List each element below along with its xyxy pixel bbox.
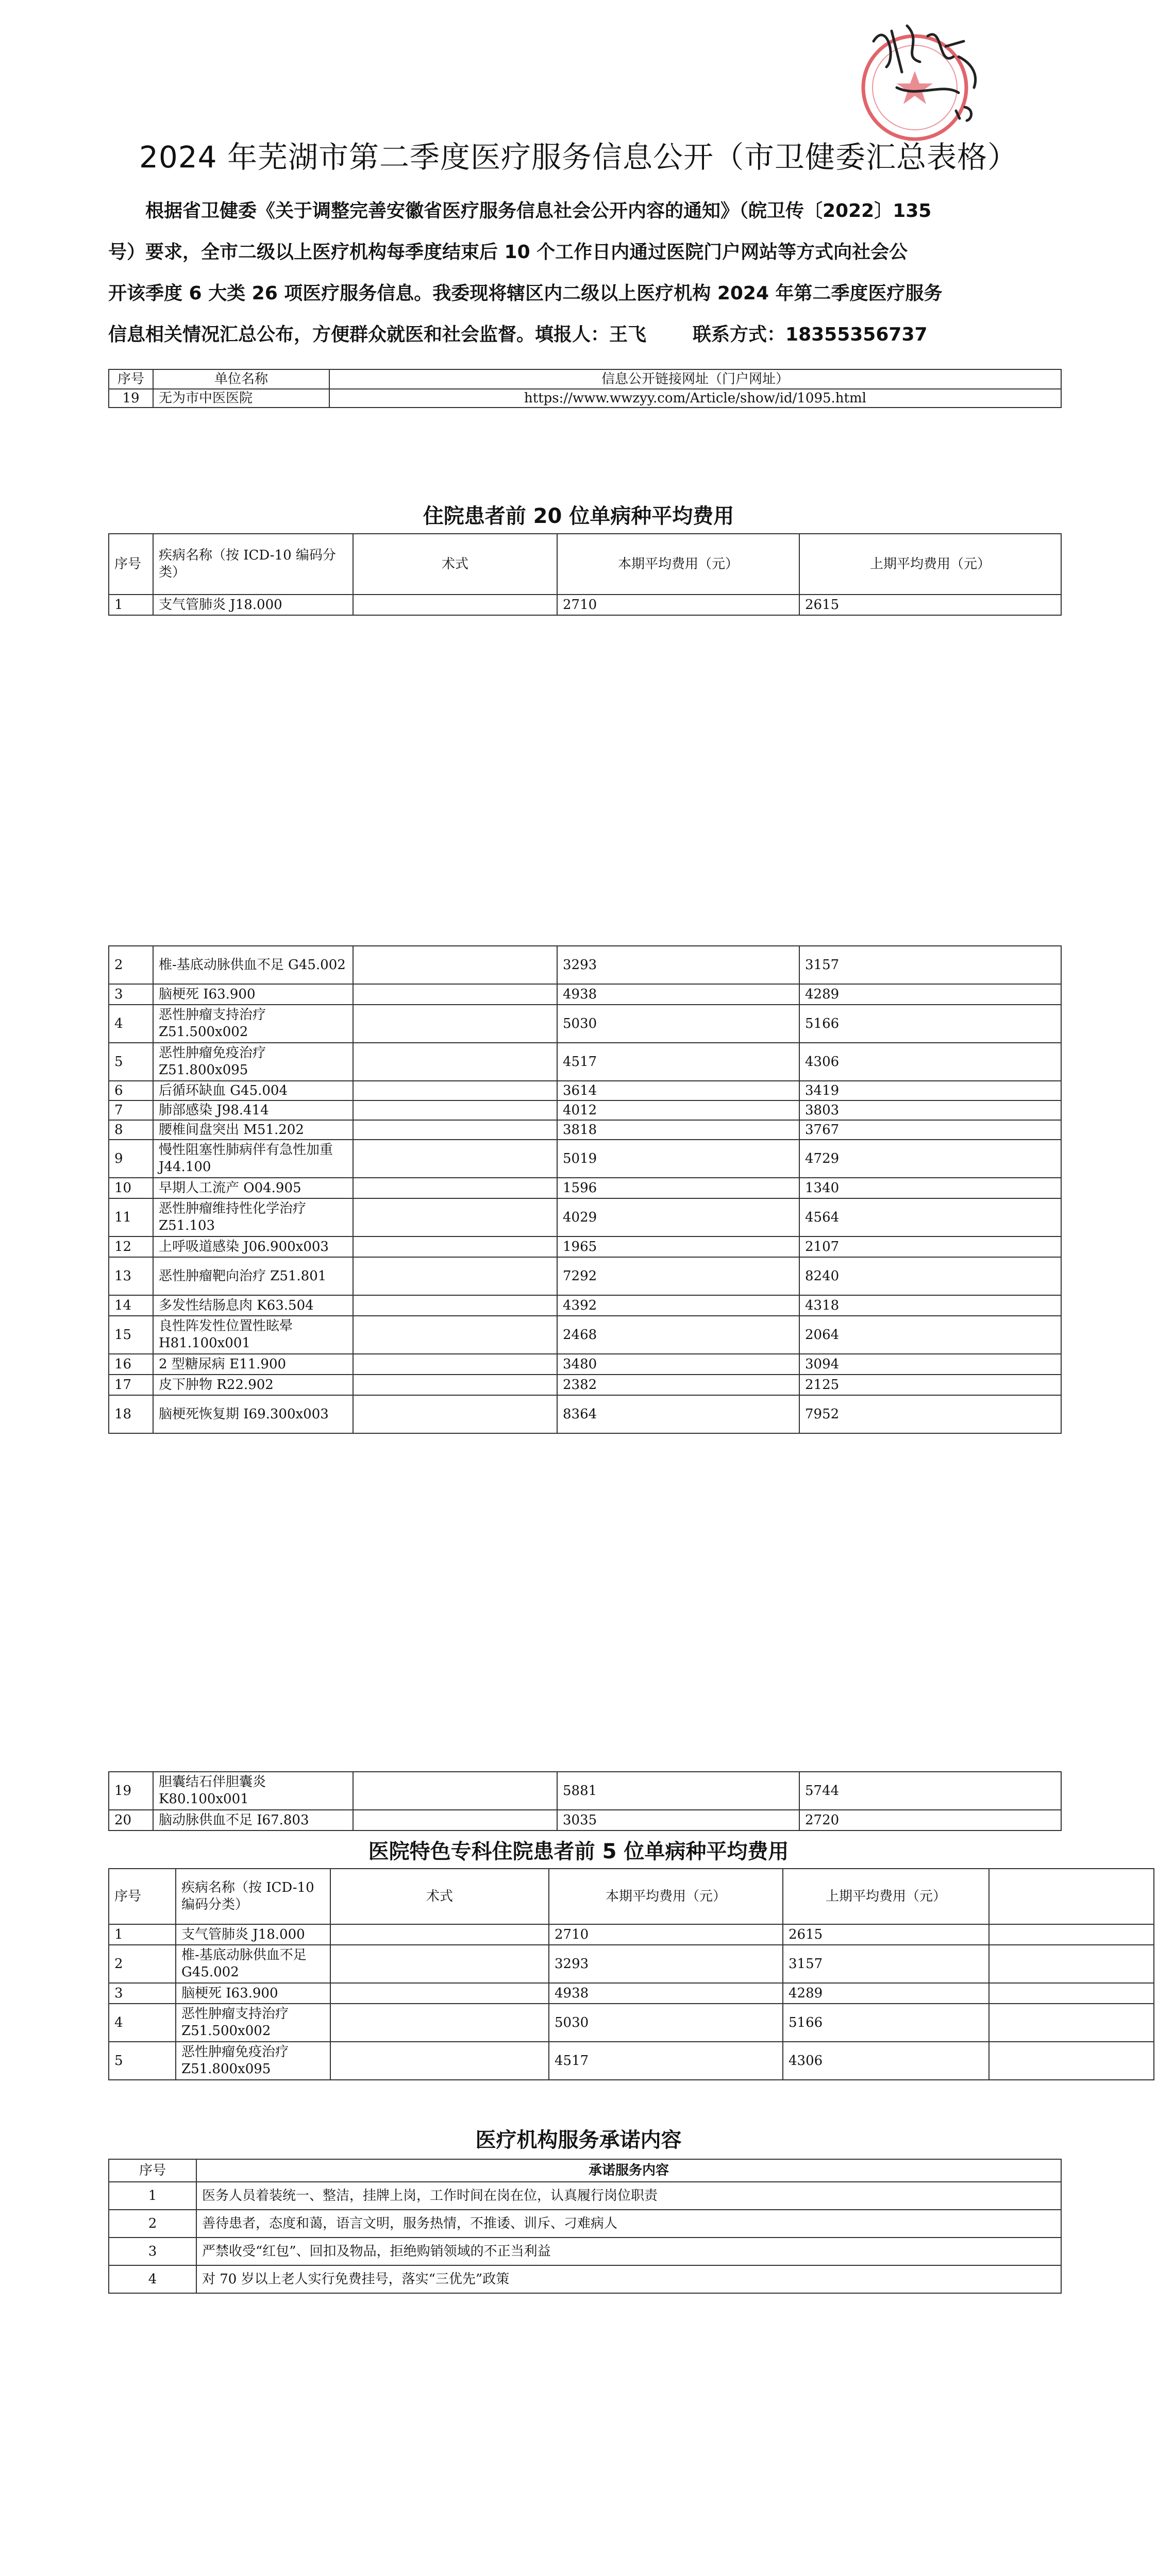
table-cell: 5166 <box>783 2004 989 2042</box>
table-cell: 5019 <box>557 1140 799 1178</box>
empty-cell <box>989 1983 1154 2004</box>
table-row <box>109 1924 1154 1945</box>
table-cell <box>330 1983 549 2004</box>
table-cell <box>353 1043 557 1081</box>
table-row <box>109 984 1061 1005</box>
table-cell: 3293 <box>549 1945 783 1983</box>
table-row <box>109 1236 1061 1257</box>
intro-line-2: 号）要求，全市二级以上医疗机构每季度结束后 10 个工作日内通过医院门户网站等方式向社会公 <box>108 242 908 263</box>
table-row <box>109 1375 1061 1395</box>
table-cell <box>330 1945 549 1983</box>
table-cell <box>353 1354 557 1375</box>
table-cell: 5881 <box>557 1772 799 1810</box>
table-cell: 5 <box>109 2042 176 2080</box>
table-cell: 3767 <box>799 1120 1061 1140</box>
table-cell: 2468 <box>557 1316 799 1354</box>
table-cell <box>330 1924 549 1945</box>
table-cell: 4029 <box>557 1198 799 1236</box>
table-cell <box>353 1081 557 1100</box>
table-row <box>109 2182 1061 2210</box>
header-cell: 序号 <box>109 369 153 389</box>
table-cell <box>353 1140 557 1178</box>
table-cell: 慢性阻塞性肺病伴有急性加重 J44.100 <box>153 1140 353 1178</box>
table-row <box>109 1295 1061 1316</box>
table-row <box>109 2265 1061 2293</box>
table-cell: 3157 <box>799 946 1061 984</box>
table-cell: 10 <box>109 1178 153 1198</box>
table-cell: 脑梗死恢复期 I69.300x003 <box>153 1395 353 1433</box>
table-cell: 19 <box>109 1772 153 1810</box>
table-cell: 4 <box>109 1005 153 1043</box>
table-cell: 5166 <box>799 1005 1061 1043</box>
table-row <box>109 1178 1061 1198</box>
table-cell: 8240 <box>799 1257 1061 1295</box>
table-cell: 1965 <box>557 1236 799 1257</box>
table-cell: 4306 <box>783 2042 989 2080</box>
table-cell: 4517 <box>549 2042 783 2080</box>
table-cell: 7952 <box>799 1395 1061 1433</box>
section-title-promise: 医疗机构服务承诺内容 <box>475 2128 682 2152</box>
table-cell: 8364 <box>557 1395 799 1433</box>
table-cell: 恶性肿瘤支持治疗 Z51.500x002 <box>176 2004 330 2042</box>
table-cell: 2710 <box>549 1924 783 1945</box>
table-cell <box>353 1100 557 1120</box>
table-cell: 医务人员着装统一、整洁，挂牌上岗，工作时间在岗在位，认真履行岗位职责 <box>196 2182 1061 2210</box>
table-row <box>109 1140 1061 1178</box>
table-cell <box>353 1395 557 1433</box>
intro-paragraph <box>108 191 1062 355</box>
header-cell: 序号 <box>109 1869 176 1924</box>
table-cell: 支气管肺炎 J18.000 <box>153 595 353 615</box>
table-cell: 恶性肿瘤维持性化学治疗 Z51.103 <box>153 1198 353 1236</box>
promise-table-part1 <box>108 2159 1062 2294</box>
table-cell: 19 <box>109 389 153 408</box>
header-cell: 序号 <box>109 534 153 595</box>
table-cell: 上呼吸道感染 J06.900x003 <box>153 1236 353 1257</box>
table-row <box>109 1772 1061 1810</box>
table-cell: 4517 <box>557 1043 799 1081</box>
table-cell: 4729 <box>799 1140 1061 1178</box>
table-cell: 4392 <box>557 1295 799 1316</box>
table-row <box>109 946 1061 984</box>
table-cell <box>353 946 557 984</box>
table-row <box>109 2159 1061 2182</box>
table-cell: 无为市中医医院 <box>153 389 329 408</box>
table-cell <box>353 984 557 1005</box>
table-cell: 2382 <box>557 1375 799 1395</box>
empty-cell <box>989 2042 1154 2080</box>
table-cell: 9 <box>109 1140 153 1178</box>
table-row <box>109 1316 1061 1354</box>
top20-table-part3 <box>108 1771 1062 1831</box>
table-cell: 3803 <box>799 1100 1061 1120</box>
header-cell: 术式 <box>353 534 557 595</box>
table-row <box>109 2210 1061 2238</box>
table-cell: 腰椎间盘突出 M51.202 <box>153 1120 353 1140</box>
table-cell: 3818 <box>557 1120 799 1140</box>
table-cell: 支气管肺炎 J18.000 <box>176 1924 330 1945</box>
table-cell: 3480 <box>557 1354 799 1375</box>
table-cell: 多发性结肠息肉 K63.504 <box>153 1295 353 1316</box>
table-cell: 5 <box>109 1043 153 1081</box>
table-cell: 4289 <box>783 1983 989 2004</box>
header-cell: 单位名称 <box>153 369 329 389</box>
table-cell: 4012 <box>557 1100 799 1120</box>
table-cell: 恶性肿瘤支持治疗 Z51.500x002 <box>153 1005 353 1043</box>
table-row <box>109 1198 1061 1236</box>
table-cell: 2615 <box>783 1924 989 1945</box>
table-cell: 20 <box>109 1810 153 1831</box>
table-cell: 1340 <box>799 1178 1061 1198</box>
header-cell: 疾病名称（按 ICD-10 编码分类） <box>153 534 353 595</box>
table-cell <box>353 1810 557 1831</box>
section-title-top20: 住院患者前 20 位单病种平均费用 <box>423 504 734 528</box>
header-cell: 承诺服务内容 <box>196 2159 1061 2182</box>
hospital-url-link[interactable]: https://www.wwzyy.com/Article/show/id/1095.html <box>329 389 1061 408</box>
table-cell: 后循环缺血 G45.004 <box>153 1081 353 1100</box>
table-cell: 14 <box>109 1295 153 1316</box>
table-cell: 对 70 岁以上老人实行免费挂号，落实“三优先”政策 <box>196 2265 1061 2293</box>
header-cell: 上期平均费用（元） <box>783 1869 989 1924</box>
table-cell: 2064 <box>799 1316 1061 1354</box>
intro-line-4: 信息相关情况汇总公布，方便群众就医和社会监督。填报人：王飞 联系方式：18355356737 <box>108 324 928 345</box>
table-cell: 椎-基底动脉供血不足 G45.002 <box>153 946 353 984</box>
table-cell: 5030 <box>557 1005 799 1043</box>
section-title-special5: 医院特色专科住院患者前 5 位单病种平均费用 <box>368 1840 789 1863</box>
table-cell <box>353 1257 557 1295</box>
table-row <box>109 1100 1061 1120</box>
table-cell: 2 <box>109 2210 196 2238</box>
table-cell <box>353 595 557 615</box>
table-row <box>109 2042 1154 2080</box>
empty-cell <box>989 1924 1154 1945</box>
table-cell: 4 <box>109 2265 196 2293</box>
table-cell: 4306 <box>799 1043 1061 1081</box>
table-cell: 3 <box>109 2238 196 2265</box>
table-cell: 5744 <box>799 1772 1061 1810</box>
empty-cell <box>989 1945 1154 1983</box>
table-cell: 脑动脉供血不足 I67.803 <box>153 1810 353 1831</box>
table-cell: 2107 <box>799 1236 1061 1257</box>
intro-line-3: 开该季度 6 大类 26 项医疗服务信息。我委现将辖区内二级以上医疗机构 2024 年第二季度医疗服务 <box>108 283 943 304</box>
table-cell: 3 <box>109 984 153 1005</box>
empty-cell <box>989 2004 1154 2042</box>
table-cell: 4938 <box>557 984 799 1005</box>
table-cell: 2125 <box>799 1375 1061 1395</box>
table-cell: 4564 <box>799 1198 1061 1236</box>
table-cell <box>353 1772 557 1810</box>
table-row <box>109 1005 1061 1043</box>
table-cell: 脑梗死 I63.900 <box>176 1983 330 2004</box>
table-cell: 2 <box>109 1945 176 1983</box>
table-row <box>109 595 1061 615</box>
table-cell <box>353 1005 557 1043</box>
table-cell: 恶性肿瘤靶向治疗 Z51.801 <box>153 1257 353 1295</box>
table-cell: 15 <box>109 1316 153 1354</box>
table-cell: 4289 <box>799 984 1061 1005</box>
table-cell <box>353 1375 557 1395</box>
hospital-link-table <box>108 369 1062 408</box>
table-cell: 3035 <box>557 1810 799 1831</box>
table-cell: 16 <box>109 1354 153 1375</box>
header-cell: 上期平均费用（元） <box>799 534 1061 595</box>
top20-table-part2 <box>108 945 1062 1434</box>
table-cell: 早期人工流产 O04.905 <box>153 1178 353 1198</box>
table-row <box>109 1869 1154 1924</box>
table-cell <box>353 1236 557 1257</box>
table-cell: 3293 <box>557 946 799 984</box>
table-cell: 5030 <box>549 2004 783 2042</box>
table-cell: 2 型糖尿病 E11.900 <box>153 1354 353 1375</box>
table-cell: 3157 <box>783 1945 989 1983</box>
table-row <box>109 1945 1154 1983</box>
table-cell: 皮下肿物 R22.902 <box>153 1375 353 1395</box>
table-cell: 1 <box>109 595 153 615</box>
table-row <box>109 1120 1061 1140</box>
table-row <box>109 1395 1061 1433</box>
table-cell <box>353 1295 557 1316</box>
special5-table <box>108 1868 1154 2080</box>
header-cell: 术式 <box>330 1869 549 1924</box>
table-cell: 2615 <box>799 595 1061 615</box>
header-cell: 信息公开链接网址（门户网址） <box>329 369 1061 389</box>
table-cell: 恶性肿瘤免疫治疗 Z51.800x095 <box>153 1043 353 1081</box>
table-cell: 4318 <box>799 1295 1061 1316</box>
table-cell: 2 <box>109 946 153 984</box>
table-cell: 良性阵发性位置性眩晕 H81.100x001 <box>153 1316 353 1354</box>
header-cell: 序号 <box>109 2159 196 2182</box>
table-cell <box>353 1198 557 1236</box>
table-cell <box>353 1316 557 1354</box>
table-cell: 4 <box>109 2004 176 2042</box>
table-cell: 3614 <box>557 1081 799 1100</box>
header-cell: 本期平均费用（元） <box>557 534 799 595</box>
official-seal-stamp <box>825 10 995 144</box>
table-cell: 善待患者，态度和蔼，语言文明，服务热情，不推诿、训斥、刁难病人 <box>196 2210 1061 2238</box>
table-cell: 18 <box>109 1395 153 1433</box>
table-cell: 7 <box>109 1100 153 1120</box>
table-row <box>109 1043 1061 1081</box>
table-row <box>109 1810 1061 1831</box>
table-cell: 12 <box>109 1236 153 1257</box>
page-title: 2024 年芜湖市第二季度医疗服务信息公开（市卫健委汇总表格） <box>139 140 1018 175</box>
table-cell: 恶性肿瘤免疫治疗 Z51.800x095 <box>176 2042 330 2080</box>
table-row <box>109 2004 1154 2042</box>
table-cell: 2710 <box>557 595 799 615</box>
table-cell: 1 <box>109 1924 176 1945</box>
table-cell <box>353 1120 557 1140</box>
empty-cell <box>989 1869 1154 1924</box>
table-cell: 3419 <box>799 1081 1061 1100</box>
top20-table-part1 <box>108 533 1062 616</box>
table-row <box>109 2238 1061 2265</box>
table-cell: 11 <box>109 1198 153 1236</box>
table-row <box>109 1354 1061 1375</box>
table-cell: 13 <box>109 1257 153 1295</box>
header-cell: 本期平均费用（元） <box>549 1869 783 1924</box>
table-cell: 肺部感染 J98.414 <box>153 1100 353 1120</box>
intro-line-1: 根据省卫健委《关于调整完善安徽省医疗服务信息社会公开内容的通知》（皖卫传〔2022〕135 <box>145 200 932 222</box>
table-row <box>109 1257 1061 1295</box>
table-cell: 4938 <box>549 1983 783 2004</box>
table-cell <box>330 2042 549 2080</box>
table-cell: 3 <box>109 1983 176 2004</box>
table-cell: 1596 <box>557 1178 799 1198</box>
table-cell: 胆囊结石伴胆囊炎 K80.100x001 <box>153 1772 353 1810</box>
table-row <box>109 1983 1154 2004</box>
table-cell: 3094 <box>799 1354 1061 1375</box>
table-cell: 严禁收受“红包”、回扣及物品，拒绝购销领域的不正当利益 <box>196 2238 1061 2265</box>
table-cell: 1 <box>109 2182 196 2210</box>
table-cell: 脑梗死 I63.900 <box>153 984 353 1005</box>
header-cell: 疾病名称（按 ICD-10 编码分类） <box>176 1869 330 1924</box>
table-row <box>109 1081 1061 1100</box>
table-cell <box>330 2004 549 2042</box>
table-cell <box>353 1178 557 1198</box>
table-cell: 7292 <box>557 1257 799 1295</box>
table-cell: 6 <box>109 1081 153 1100</box>
table-cell: 8 <box>109 1120 153 1140</box>
table-cell: 椎-基底动脉供血不足 G45.002 <box>176 1945 330 1983</box>
table-cell: 17 <box>109 1375 153 1395</box>
table-cell: 2720 <box>799 1810 1061 1831</box>
